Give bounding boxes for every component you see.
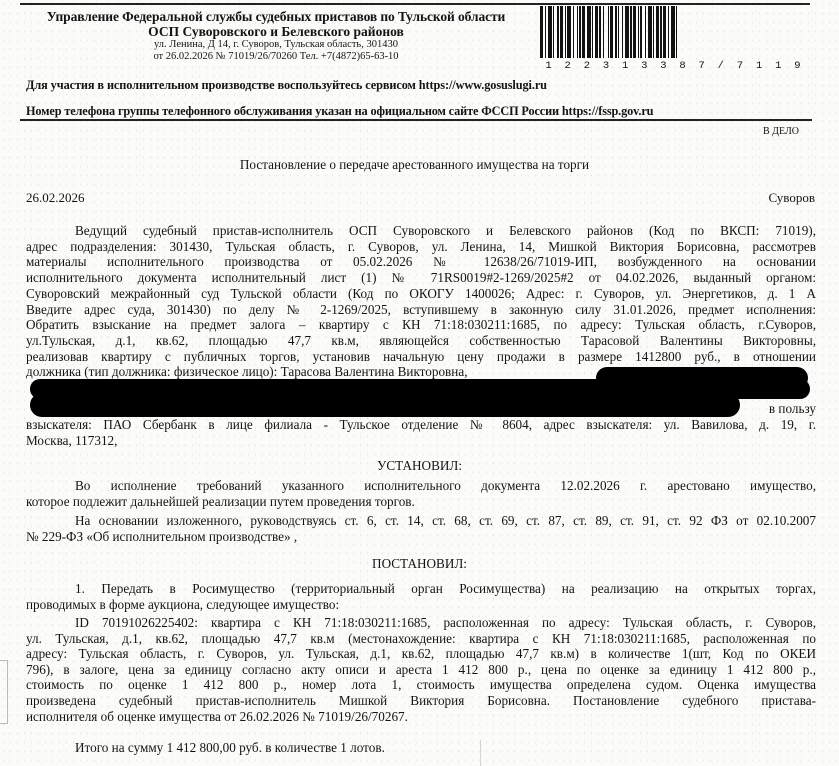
text-line: которое подлежит дальнейшей реализации путем проведения торгов. — [26, 493, 415, 509]
text-line: материалы исполнительного производства от 05.02.2026 № 12638/26/71019-ИП, возбужденного на основании — [26, 254, 816, 270]
text-line: произведена судебный пристав-исполнитель Мишкой Виктория Борисовна. Постановление судебного пристава- — [26, 692, 816, 708]
document-title — [0, 157, 839, 173]
text-line: ул.Тульская, д.1, кв.62, площадью 47,7 кв.м, являющейся собственностью Тарасовой Валентины Викторовны, — [26, 332, 816, 348]
document-date: 26.02.2026 — [26, 190, 85, 205]
text-line: 1. Передать в Росимущество (территориальный орган Росимущества) на реализацию на открытых торгах, — [75, 581, 816, 596]
division-name: ОСП Суворовского и Белевского районов — [148, 24, 404, 39]
text-line: № 229-ФЗ «Об исполнительном производстве» , — [26, 528, 298, 544]
barcode-digit: 9 — [794, 60, 803, 72]
text-line: Введите адрес суда, 301430) по делу № 2-1269/2025, вступившему в законную силу 31.01.2026, предмет исполнения: — [26, 301, 816, 317]
barcode-digit: 7 — [698, 60, 707, 72]
barcode-digit: 2 — [583, 60, 592, 72]
text-line: Ведущий судебный пристав-исполнитель ОСП Суворовского и Белевского районов (Код по ВКСП: 71019), — [75, 223, 816, 238]
gosuslugi-notice: Для участия в исполнительном производстве воспользуйтесь сервисом https://www.gosuslugi.ru — [26, 78, 547, 92]
barcode-digit: 3 — [602, 60, 612, 72]
text-line: адрес подразделения: 301430, Тульская область, г. Суворов, ул. Ленина, 14, Мишкой Виктория Борисовна, рассмотрев — [26, 238, 816, 254]
reference-line: от 26.02.2026 № 71019/26/70260 Тел. +7(4872)65-63-10 — [153, 51, 399, 62]
notice-underline — [20, 119, 812, 121]
barcode-digit: 2 — [564, 60, 573, 72]
redaction-block — [30, 393, 740, 417]
agency-name: Управление Федеральной службы судебных приставов по Тульской области — [46, 9, 506, 24]
creditor-paragraph — [26, 417, 816, 448]
resolved-heading: ПОСТАНОВИЛ: — [372, 556, 467, 571]
text-line: 796), в залоге, цена за единицу согласно акту описи и ареста 1 412 800 р., цена по оценке за единицу 1 412 800 р., — [26, 661, 816, 677]
scan-artifact — [480, 740, 481, 766]
phone-notice: Номер телефона группы телефонного обслуживания указан на официальном сайте ФССП России https://fssp.gov.ru — [26, 104, 654, 118]
barcode-digit: 8 — [679, 60, 688, 72]
intro-paragraph — [26, 223, 816, 380]
text-line: Во исполнение требований указанного исполнительного документа 12.02.2026 г. арестовано имущество, — [75, 478, 816, 493]
total-line: Итого на сумму 1 412 800,00 руб. в количестве 1 лотов. — [75, 740, 385, 755]
text-line: адресу: Тульская область, г. Суворов, ул. Тульская, д.1, кв.62, площадью 47,7 кв.м) в количестве 1(шт, Код по ОКЕИ — [26, 646, 816, 662]
established-paragraph — [26, 478, 816, 509]
barcode-digit: / — [717, 60, 726, 72]
text-line: Суворовский межрайонный суд Тульской области (Код по ОКОГУ 1400026; Адрес: г. Суворов, ул. Энергетиков, д. 1 А — [26, 285, 816, 301]
text-line: реализовав квартиру с публичных торгов, установив начальную цену продажи в размере 1412800 руб., в отношении — [26, 348, 816, 364]
text-line: ID 70191026225402: квартира с КН 71:18:030211:1685, расположенная по адресу: Тульская область, г. Суворов, — [75, 615, 816, 630]
barcode-digit: 1 — [775, 60, 784, 72]
item1-paragraph — [26, 581, 816, 612]
document-city: Суворов — [768, 190, 815, 205]
established-heading: УСТАНОВИЛ: — [376, 458, 463, 473]
text-line: должника (тип должника: физическое лицо): Тарасова Валентина Викторовна, — [26, 364, 468, 380]
basis-paragraph — [26, 513, 816, 544]
barcode-digit: 3 — [641, 60, 650, 72]
file-stamp: В ДЕЛО — [763, 126, 799, 137]
barcode-digit: 7 — [736, 60, 746, 72]
scan-edge-mark — [0, 660, 8, 724]
in-favor-text: в пользу — [768, 401, 816, 416]
division-address: ул. Ленина, Д 14, г. Суворов, Тульская область, 301430 — [154, 39, 398, 50]
text-line: ул. Тульская, д.1, кв.62, площадью 47,7 кв.м (местонахождение: квартира с КН 71:18:030211:1685, расположенная по — [26, 630, 816, 646]
text-line: исполнительного документа исполнительный лист (1) № 71RS0019#2-1269/2025#2 от 04.02.2026, выданный органом: — [26, 270, 816, 286]
barcode-digit: 1 — [755, 60, 765, 72]
barcode-digit: 1 — [545, 60, 554, 72]
barcode-icon — [540, 6, 808, 62]
barcode-digits — [540, 60, 808, 72]
top-rule — [20, 3, 810, 5]
text-line: стоимость по оценке 1 412 800 р., номер лота 1, стоимость имущества определена судом. Оценка имущества — [26, 677, 816, 693]
text-line: Москва, 117312, — [26, 432, 118, 448]
property-paragraph — [26, 615, 816, 724]
text-line: проводимых в форме аукциона, следующее имущество: — [26, 596, 340, 612]
text-line: исполнителя об оценке имущества от 26.02.2026 № 71019/26/70267. — [26, 708, 408, 724]
document-title-text: Постановление о передаче арестованного имущества на торги — [239, 157, 590, 172]
letterhead — [26, 9, 526, 63]
text-line: На основании изложенного, руководствуясь ст. 6, ст. 14, ст. 68, ст. 69, ст. 87, ст. 89, ст. 91, ст. 92 ФЗ от 02.10.2007 — [75, 513, 816, 528]
text-line: Обратить взыскание на предмет залога – квартиру с КН 71:18:030211:1685, по адресу: Тульская область, г.Суворов, — [26, 317, 816, 333]
text-line: взыскателя: ПАО Сбербанк в лице филиала - Тульское отделение № 8604, адрес взыскателя: ул. Вавилова, д. 19, г. — [26, 417, 816, 432]
barcode-digit: 1 — [621, 60, 631, 72]
barcode-digit: 3 — [660, 60, 669, 72]
